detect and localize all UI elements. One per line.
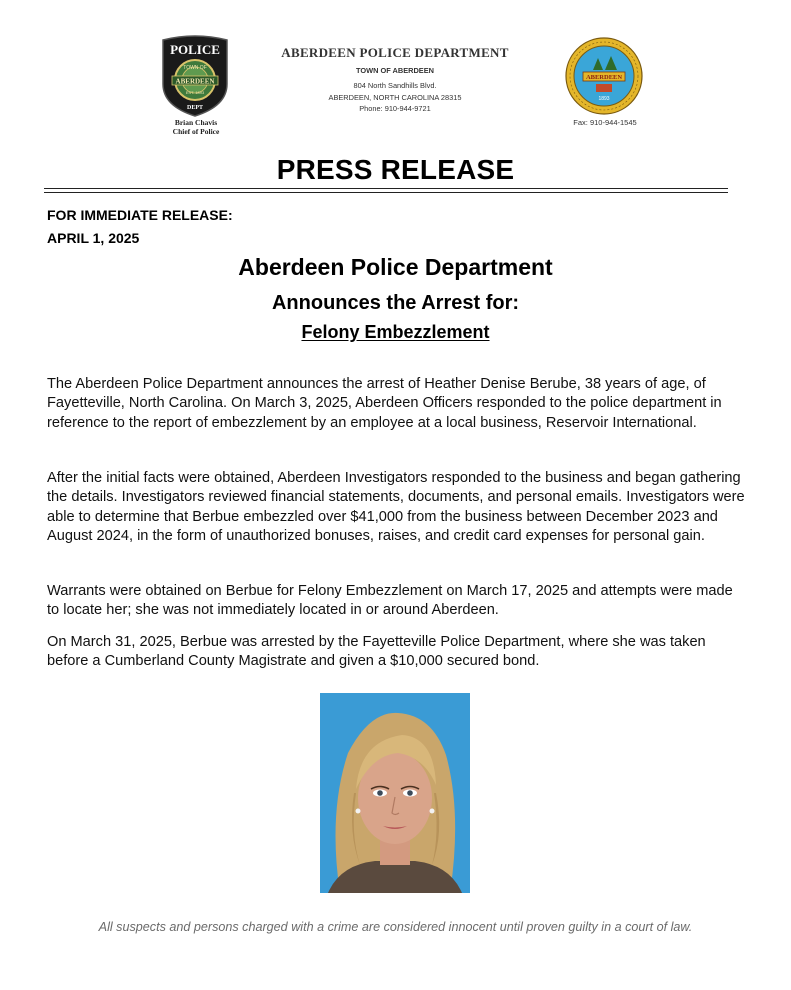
headline-announcement: Announces the Arrest for: [271,292,520,314]
chief-block [150,118,242,136]
paragraph-arrest-bond: On March 31, 2025, Berbue was arrested by the Fayetteville Police Department, where she was taken before a Cumberland County Magistrate and given a $10,000 secured bond. [47,634,706,670]
press-release-title: PRESS RELEASE [276,154,515,185]
title-rule-bottom [44,192,728,193]
chief-name: Brian Chavis [174,118,218,127]
suspect-photo [320,693,470,893]
town-name: TOWN OF ABERDEEN [355,66,434,75]
release-label: FOR IMMEDIATE RELEASE: [47,207,233,223]
headline-charge: Felony Embezzlement [301,322,490,342]
chief-title: Chief of Police [172,127,220,136]
police-badge-logo [157,34,233,118]
headline-department: Aberdeen Police Department [238,254,553,280]
title-rule-top [44,188,728,189]
paragraph-investigation: After the initial facts were obtained, Aberdeen Investigators responded to the business and began gathering the details. Investigators reviewed financial statements, documents, and personal emails. Investigators were able to determine that Berbue embezzled over $41,000 from the business between December 2023 and August 2024, in the form of unauthorized bonuses, raises, and credit card expenses for personal gain. [47,470,745,544]
legal-disclaimer: All suspects and persons charged with a crime are considered innocent until proven guilty in a court of law. [98,920,693,934]
svg-text:DEPT: DEPT [186,105,204,111]
street-address: 804 North Sandhills Blvd. [353,81,437,90]
phone-number: Phone: 910-944-9721 [359,104,431,113]
svg-text:TOWN OF: TOWN OF [183,65,207,71]
town-seal-logo [563,36,645,116]
paragraph-warrants: Warrants were obtained on Berbue for Felony Embezzlement on March 17, 2025 and attempts were made to locate her; she was not immediately located in or around Aberdeen. [47,583,733,619]
department-name: ABERDEEN POLICE DEPARTMENT [281,45,509,60]
release-date: APRIL 1, 2025 [47,230,140,246]
svg-text:EST. 1893: EST. 1893 [185,90,205,95]
fax-number: Fax: 910-944-1545 [573,118,637,127]
city-state-zip: ABERDEEN, NORTH CAROLINA 28315 [328,93,462,102]
svg-text:ABERDEEN: ABERDEEN [585,74,623,81]
svg-text:ABERDEEN: ABERDEEN [175,77,215,86]
badge-top-text: POLICE [170,42,220,57]
svg-text:1893: 1893 [598,96,610,102]
paragraph-arrest-summary: The Aberdeen Police Department announces the arrest of Heather Denise Berube, 38 years of age, of Fayetteville, North Carolina. On March 3, 2025, Aberdeen Officers responded to the police department in reference to the report of embezzlement by an employee at a local business, Reservoir International. [47,376,722,431]
